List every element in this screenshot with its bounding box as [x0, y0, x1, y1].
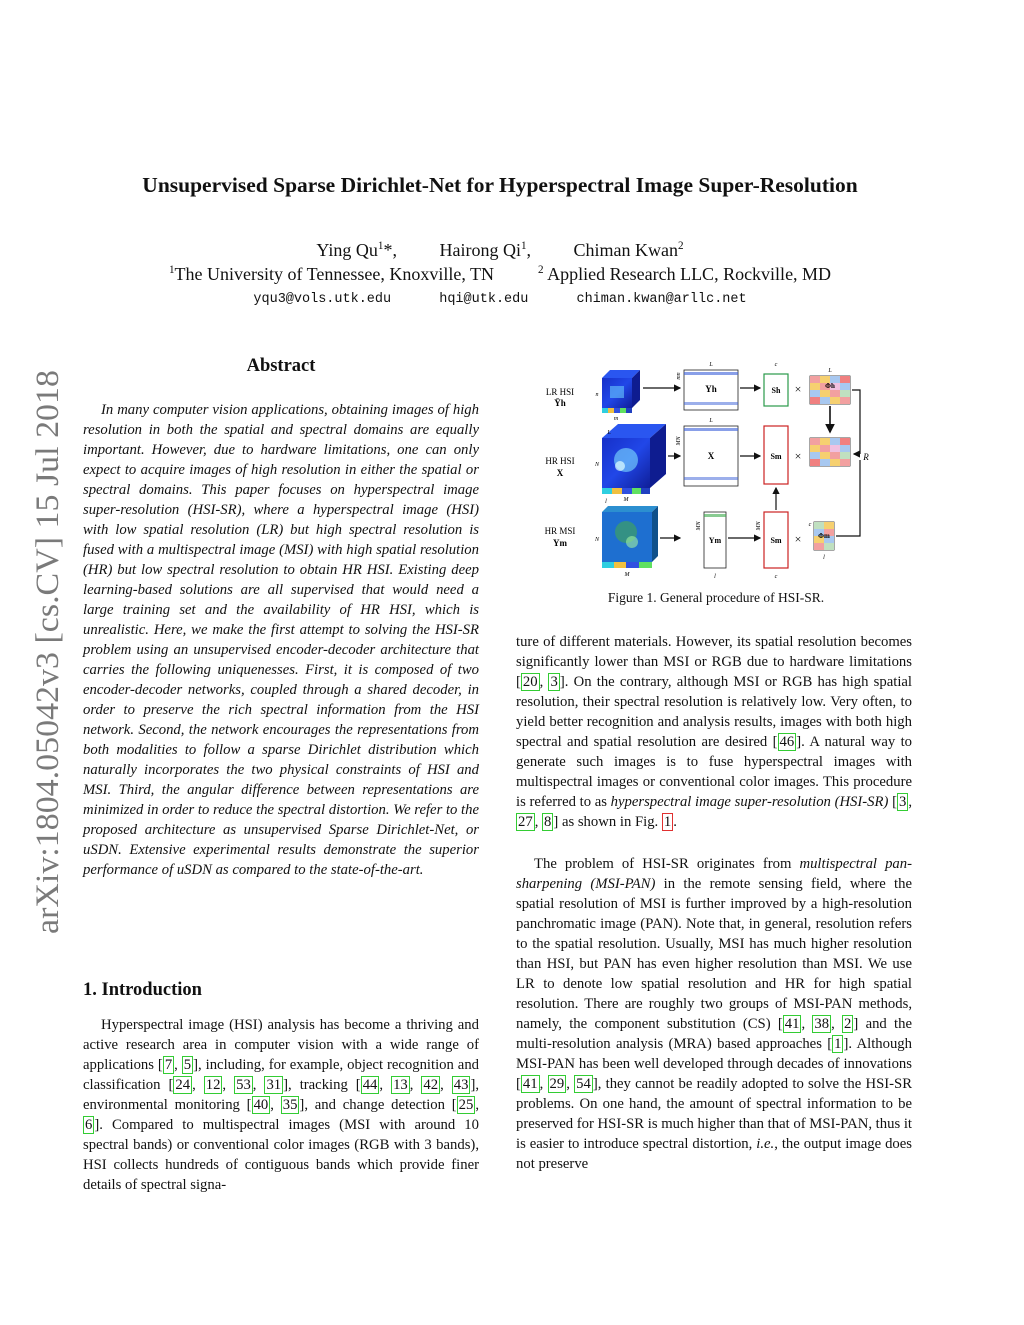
text-run: ]. A natural way to generate such images is to fuse hyperspectral images with multispectral images or conventional color images. This procedure is referred to as	[516, 734, 912, 810]
text-run: ], tracking [	[283, 1077, 361, 1093]
dim-label: M	[624, 572, 630, 578]
intro-paragraph: Hyperspectral image (HSI) analysis has become a thriving and active research area in computer vision with a wide range of applications [ 7 , 5 ], including, for example, object recognition and classification [ 24 , 12 , 53 , 31 ], tracking [ 44 , 13 , 42 , 43 ], environmental monitoring [ 40 , 35 ], and change detection [ 25 , 6 ]. Compared to multispectral images (MSI with around 10 spectral bands) or conventional color images (RGB with 3 bands), HSI collects hundreds of contiguous bands which provide finer details of spectral signa-	[83, 1017, 480, 1193]
author-name: Hairong Qi	[439, 240, 521, 260]
citation-link[interactable]: 40	[253, 1097, 269, 1113]
author-name: Ying Qu	[316, 240, 378, 260]
citation-link[interactable]: 35	[282, 1097, 298, 1113]
affil-mark: 1	[168, 264, 175, 276]
citation-link[interactable]: 43	[453, 1077, 469, 1093]
text-run: .	[673, 814, 677, 830]
affil-mark: 1	[520, 240, 527, 252]
text-run: ]. On the contrary, although MSI or RGB has high spatial resolution, their spectral resolution is relatively low. Very often, to yield better recognition and analysis results, images with both high spectral and spatial resolution are desired [	[516, 674, 913, 750]
matrix-ym	[696, 512, 726, 580]
affil-mark: 1	[377, 240, 384, 252]
citation-link[interactable]: 31	[266, 1077, 282, 1093]
hr-hsi-cube	[594, 424, 666, 503]
author-list	[60, 240, 940, 261]
citation-link[interactable]: 44	[362, 1077, 378, 1093]
figure-link[interactable]: 1	[663, 814, 672, 830]
dim-label: N	[594, 462, 600, 468]
hr-msi-image	[594, 499, 658, 578]
arxiv-side-label	[22, 368, 68, 934]
text-run: ], environmental monitoring [	[83, 1077, 480, 1113]
row-sym-hr-msi: Ym	[553, 538, 567, 548]
emphasis-term: i.e.	[756, 1136, 775, 1152]
code-sm-target	[764, 426, 788, 484]
email-list	[60, 292, 940, 307]
text-run: [	[888, 794, 897, 810]
matrix-label: X	[707, 451, 715, 461]
times-sign: ×	[794, 382, 802, 396]
phi-m-matrix	[809, 522, 834, 561]
author-suffix: *,	[383, 240, 397, 260]
citation-link[interactable]: 8	[544, 814, 552, 830]
dim-label: L	[709, 418, 713, 424]
dim-label: l	[605, 499, 607, 505]
citation-link[interactable]: 24	[175, 1077, 191, 1093]
citation-link[interactable]: 38	[814, 1016, 830, 1032]
text-run: ] and the multi-resolution analysis (MRA) based approaches [	[516, 1016, 912, 1052]
dim-label: m	[613, 416, 619, 422]
dim-label: c	[774, 362, 778, 368]
author-suffix: ,	[526, 240, 532, 260]
dim-label: L	[828, 368, 832, 374]
text-run: in the remote sensing field, where the spatial resolution of MSI is further improved by a high-resolution panchromatic image (PAN). Note that, in general, resolution refers to the spatial resolution. Usually, MSI has much higher resolution than HSI, but PAN has even higher resolution than MSI. We use LR to denote low spatial resolution and HR for high spatial resolution. There are roughly two groups of MSI-PAN methods, namely, the component substitution (CS) [	[516, 876, 912, 1032]
text-run: ], they cannot be readily adopted to solve the HSI-SR problems. On one hand, the amount of spectral information to be preserved for HSI-SR is much higher than that of MSI-PAN, thus it is easier to introduce spectral distortion,	[516, 1076, 913, 1152]
citation-link[interactable]: 13	[393, 1077, 408, 1093]
emphasis-term: multispectral pan-sharpening (MSI-PAN)	[516, 856, 912, 892]
dim-label: MN	[696, 521, 702, 531]
emphasis-term: hyperspectral image super-resolution (HSI-SR)	[610, 794, 889, 810]
email: hqi@utk.edu	[439, 292, 529, 307]
citation-link[interactable]: 46	[779, 734, 795, 750]
citation-link[interactable]: 6	[85, 1117, 93, 1133]
text-run: ]. Although MSI-PAN has been well developed through decades of innovations [	[516, 1036, 912, 1092]
dim-label: c	[774, 574, 778, 580]
matrix-label: Ym	[708, 536, 722, 545]
dim-label: L	[709, 362, 713, 368]
dim-label: mn	[676, 372, 682, 380]
r-label: R	[863, 452, 869, 462]
figure-caption: Figure 1. General procedure of HSI-SR.	[607, 590, 825, 605]
text-run: ]. Compared to multispectral images (MSI with around 10 spectral bands) or conventional color images (RGB with 3 bands), HSI collects hundreds of contiguous bands which provide finer details of spectral signa-	[83, 1117, 479, 1193]
citation-link[interactable]: 41	[522, 1076, 538, 1092]
dim-label: l	[823, 555, 825, 561]
arxiv-id-text: arXiv:1804.05042v3 [cs.CV] 15 Jul 2018	[30, 385, 66, 934]
row-label-lr-hsi: LR HSI	[545, 387, 575, 397]
dim-label: L	[607, 430, 611, 436]
phi-h-shared	[810, 438, 850, 466]
times-sign: ×	[794, 449, 802, 463]
col2-paragraph-2: The problem of HSI-SR originates from multispectral pan-sharpening (MSI-PAN) in the remote sensing field, where the spatial resolution of MSI is further improved by a high-resolution panchromatic image (PAN). Note that, in general, resolution refers to the spatial resolution. Usually, MSI has much higher resolution than HSI, but PAN has even higher resolution than MSI. We use LR to denote low spatial resolution and HR for high spatial resolution. There are roughly two groups of MSI-PAN methods, namely, the component substitution (CS) [ 41 , 38 , 2 ] and the multi-resolution analysis (MRA) based approaches [ 1 ]. Although MSI-PAN has been well developed through decades of innovations [ 41 , 29 , 54 ], they cannot be readily adopted to solve the HSI-SR problems. On one hand, the amount of spectral information to be preserved for HSI-SR is much higher than that of MSI-PAN, thus it is easier to introduce spectral distortion, i.e., the output image does not preserve	[516, 856, 913, 1172]
affiliations	[60, 264, 940, 285]
dim-label: MN	[756, 521, 762, 531]
abstract-heading: Abstract	[246, 356, 316, 376]
citation-link[interactable]: 54	[576, 1076, 591, 1092]
row-sym-lr-hsi: Ȳh	[554, 398, 566, 408]
affiliation: The University of Tennessee, Knoxville, TN	[174, 264, 495, 284]
citation-link[interactable]: 1	[834, 1036, 842, 1052]
dim-label: n	[595, 392, 599, 398]
dim-label: M	[623, 497, 629, 503]
text-run: ] as shown in Fig.	[553, 814, 662, 830]
citation-link[interactable]: 2	[844, 1016, 852, 1032]
section-heading: 1. Introduction	[83, 980, 202, 1000]
row-label-hr-hsi: HR HSI	[545, 456, 575, 466]
text-run: ], and change detection [	[299, 1097, 457, 1113]
matrix-x	[676, 418, 738, 486]
citation-link[interactable]: 53	[236, 1077, 251, 1093]
affiliation: Applied Research LLC, Rockville, MD	[543, 264, 832, 284]
code-label: Sm	[770, 536, 782, 545]
email: yqu3@vols.utk.edu	[253, 292, 392, 307]
phi-label: Φh	[825, 382, 835, 390]
author-name: Chiman Kwan	[573, 240, 679, 260]
abstract-text: In many computer vision applications, obtaining images of high resolution in both the spatial and spectral domains are equally important. However, due to hardware limitations, one can only expect to acquire images of high resolution in either the spatial or spectral domains. This paper focuses on hyperspectral image super-resolution (HSI-SR), where a hyperspectral image (HSI) with low spatial resolution (LR) but high spectral resolution is fused with a multispectral image (MSI) with high spatial resolution (HR) but low spectral resolution to obtain HR HSI. Existing deep learning-based solutions are all supervised that would need a large training set and the availability of HR HSI, which is unrealistic. Here, we make the first attempt to solving the HSI-SR problem using an unsupervised encoder-decoder architecture that carries the following uniquenesses. First, it is composed of two encoder-decoder networks, coupled through a shared decoder, in order to preserve the rich spectral information from the HSI network. Second, the network encourages the representations from both modalities to follow a sparse Dirichlet distribution which naturally incorporates the two physical constraints of HSI and MSI. Third, the angular difference between representations are minimized in order to reduce the spectral distortion. We refer to the proposed architecture as unsupervised Sparse Dirichlet-Net, or uSDN. Extensive experimental results demonstrate the superior performance of uSDN as compared to the state-of-the-art.	[83, 402, 479, 878]
col2-paragraph-1: ture of different materials. However, its spatial resolution becomes significantly lower than MSI or RGB due to hardware limitations [ 20 , 3 ]. On the contrary, although MSI or RGB has high spatial resolution, their spectral resolution is relatively low. Very often, to yield better recognition and analysis results, images with both high spectral and spatial resolution are desired [ 46 ]. A natural way to generate such images is to fuse hyperspectral images with multispectral images or conventional color images. This procedure is referred to as hyperspectral image super-resolution (HSI-SR) [ 3 , 27 , 8 ] as shown in Fig. 1 .	[516, 634, 913, 830]
paper-title: Unsupervised Sparse Dirichlet-Net for Hyperspectral Image Super-Resolution	[142, 173, 858, 197]
citation-link[interactable]: 42	[423, 1077, 439, 1093]
figure-hsi-sr-diagram	[520, 356, 912, 588]
citation-link[interactable]: 29	[549, 1076, 565, 1092]
text-run: ], including, for example, object recognition and classification [	[83, 1057, 480, 1093]
text-run: ture of different materials. However, its spatial resolution becomes significantly lower than MSI or RGB due to hardware limitations [	[516, 634, 912, 690]
code-sh	[764, 362, 788, 406]
code-sm	[756, 512, 788, 580]
citation-link[interactable]: 12	[205, 1077, 221, 1093]
citation-link[interactable]: 27	[518, 814, 533, 830]
matrix-label: Yh	[705, 384, 717, 394]
affil-mark: 2	[678, 240, 684, 252]
code-label: Sh	[771, 386, 781, 395]
dim-label: MN	[676, 436, 682, 446]
affil-mark: 2	[538, 264, 544, 276]
code-label: Sm	[770, 452, 782, 461]
phi-h-matrix	[810, 368, 850, 404]
row-sym-hr-hsi: X	[556, 468, 564, 478]
row-label-hr-msi: HR MSI	[544, 526, 576, 536]
text-run: Hyperspectral image (HSI) analysis has become a thriving and active research area in computer vision with a wide range of applications [	[83, 1017, 479, 1073]
matrix-yh	[676, 362, 738, 410]
lr-hsi-cube	[596, 370, 641, 422]
citation-link[interactable]: 5	[183, 1057, 192, 1073]
citation-link[interactable]: 20	[522, 674, 538, 690]
dim-label: c	[808, 522, 812, 528]
times-sign: ×	[794, 532, 802, 546]
citation-link[interactable]: 3	[898, 794, 907, 810]
citation-link[interactable]: 41	[784, 1016, 800, 1032]
phi-label: Φm	[818, 532, 830, 540]
text-run: , the output image does not preserve	[516, 1136, 912, 1172]
dim-label: N	[594, 537, 600, 543]
citation-link[interactable]: 25	[458, 1097, 474, 1113]
dim-label: l	[714, 574, 716, 580]
text-run: The problem of HSI-SR originates from	[534, 856, 800, 872]
email: chiman.kwan@arllc.net	[576, 292, 747, 307]
citation-link[interactable]: 7	[164, 1057, 173, 1073]
citation-link[interactable]: 3	[550, 674, 558, 690]
